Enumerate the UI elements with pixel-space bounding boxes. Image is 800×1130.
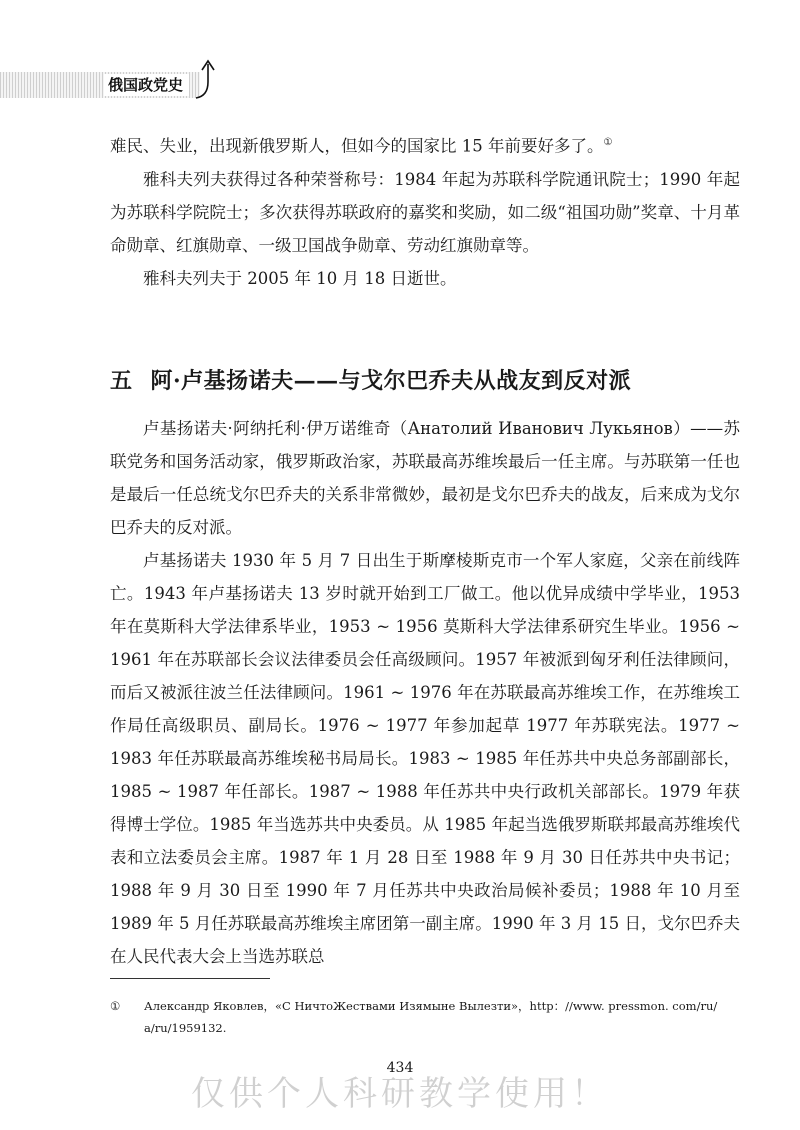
section-heading xyxy=(110,363,740,399)
footnote-ref: ① xyxy=(603,137,613,148)
paragraph-honors: 雅科夫列夫获得过各种荣誉称号：1984 年起为苏联科学院通讯院士；1990 年起为苏联科学院院士；多次获得苏联政府的嘉奖和奖励，如二级“祖国功勋”奖章、十月革命勋章、红旗勋章、一级卫国战争勋章、劳动红旗勋章等。 xyxy=(110,169,740,255)
paragraph-continued xyxy=(110,126,740,163)
header-arrow-icon xyxy=(192,58,216,100)
footnote-text-1: Александр Яковлев，«С НичтоЖествами Изямыне Вылезти»，http：//www. pressmon. com/ru/ xyxy=(144,999,718,1013)
paragraph-biography: 卢基扬诺夫 1930 年 5 月 7 日出生于斯摩棱斯克市一个军人家庭，父亲在前线阵亡。1943 年卢基扬诺夫 13 岁时就开始到工厂做工。他以优异成绩中学毕业，1953 年在莫斯科大学法律系毕业，1953 ~ 1956 莫斯科大学法律系研究生毕业。1956 ~ 1961 年在苏联部长会议法律委员会任高级顾问。1957 年被派到匈牙利任法律顾问，而后又被派往波兰任法律顾问。1961 ~ 1976 年在苏联最高苏维埃工作，在苏维埃工作局任高级职员、副局长。1976 ~ 1977 年参加起草 1977 年苏联宪法。1977 ~ 1983 年任苏联最高苏维埃秘书局局长。1983 ~ 1985 年任苏共中央总务部副部长，1985 ~ 1987 年任部长。1987 ~ 1988 年任苏共中央行政机关部部长。1979 年获得博士学位。1985 年当选苏共中央委员。从 1985 年起当选俄罗斯联邦最高苏维埃代表和立法委员会主席。1987 年 1 月 28 日至 1988 年 9 月 30 日任苏共中央书记；1988 年 9 月 30 日至 1990 年 7 月任苏共中央政治局候补委员；1988 年 10 月至 1989 年 5 月任苏联最高苏维埃主席团第一副主席。1990 年 3 月 15 日，戈尔巴乔夫在人民代表大会上当选苏联总 xyxy=(110,551,740,966)
section-title: 阿·卢基扬诺夫——与戈尔巴乔夫从战友到反对派 xyxy=(150,368,632,394)
paragraph-continued-text: 难民、失业，出现新俄罗斯人，但如今的国家比 15 年前要好多了。 xyxy=(110,136,604,156)
text-block-main xyxy=(110,412,740,973)
watermark: 仅供个人科研教学使用！ xyxy=(191,1074,609,1114)
page-number: 434 xyxy=(386,1060,414,1076)
section-number: 五 xyxy=(110,368,133,394)
footnote-line-1 xyxy=(110,995,740,1017)
paragraph-death: 雅科夫列夫于 2005 年 10 月 18 日逝世。 xyxy=(143,268,457,288)
footnote-line-2: a/ru/1959132. xyxy=(144,1021,227,1035)
footnote-mark: ① xyxy=(110,999,121,1013)
paragraph-intro: 卢基扬诺夫·阿纳托利·伊万诺维奇（Анатолий Иванович Лукьянов）——苏联党务和国务活动家，俄罗斯政治家，苏联最高苏维埃最后一任主席。与苏联第一任也是最后一任总统戈尔巴乔夫的关系非常微妙，最初是戈尔巴乔夫的战友，后来成为戈尔巴乔夫的反对派。 xyxy=(110,419,740,537)
footnote-divider xyxy=(110,978,270,979)
footnote xyxy=(110,995,740,1039)
text-block-top xyxy=(110,126,740,295)
running-header-title: 俄国政党史 xyxy=(104,74,189,96)
